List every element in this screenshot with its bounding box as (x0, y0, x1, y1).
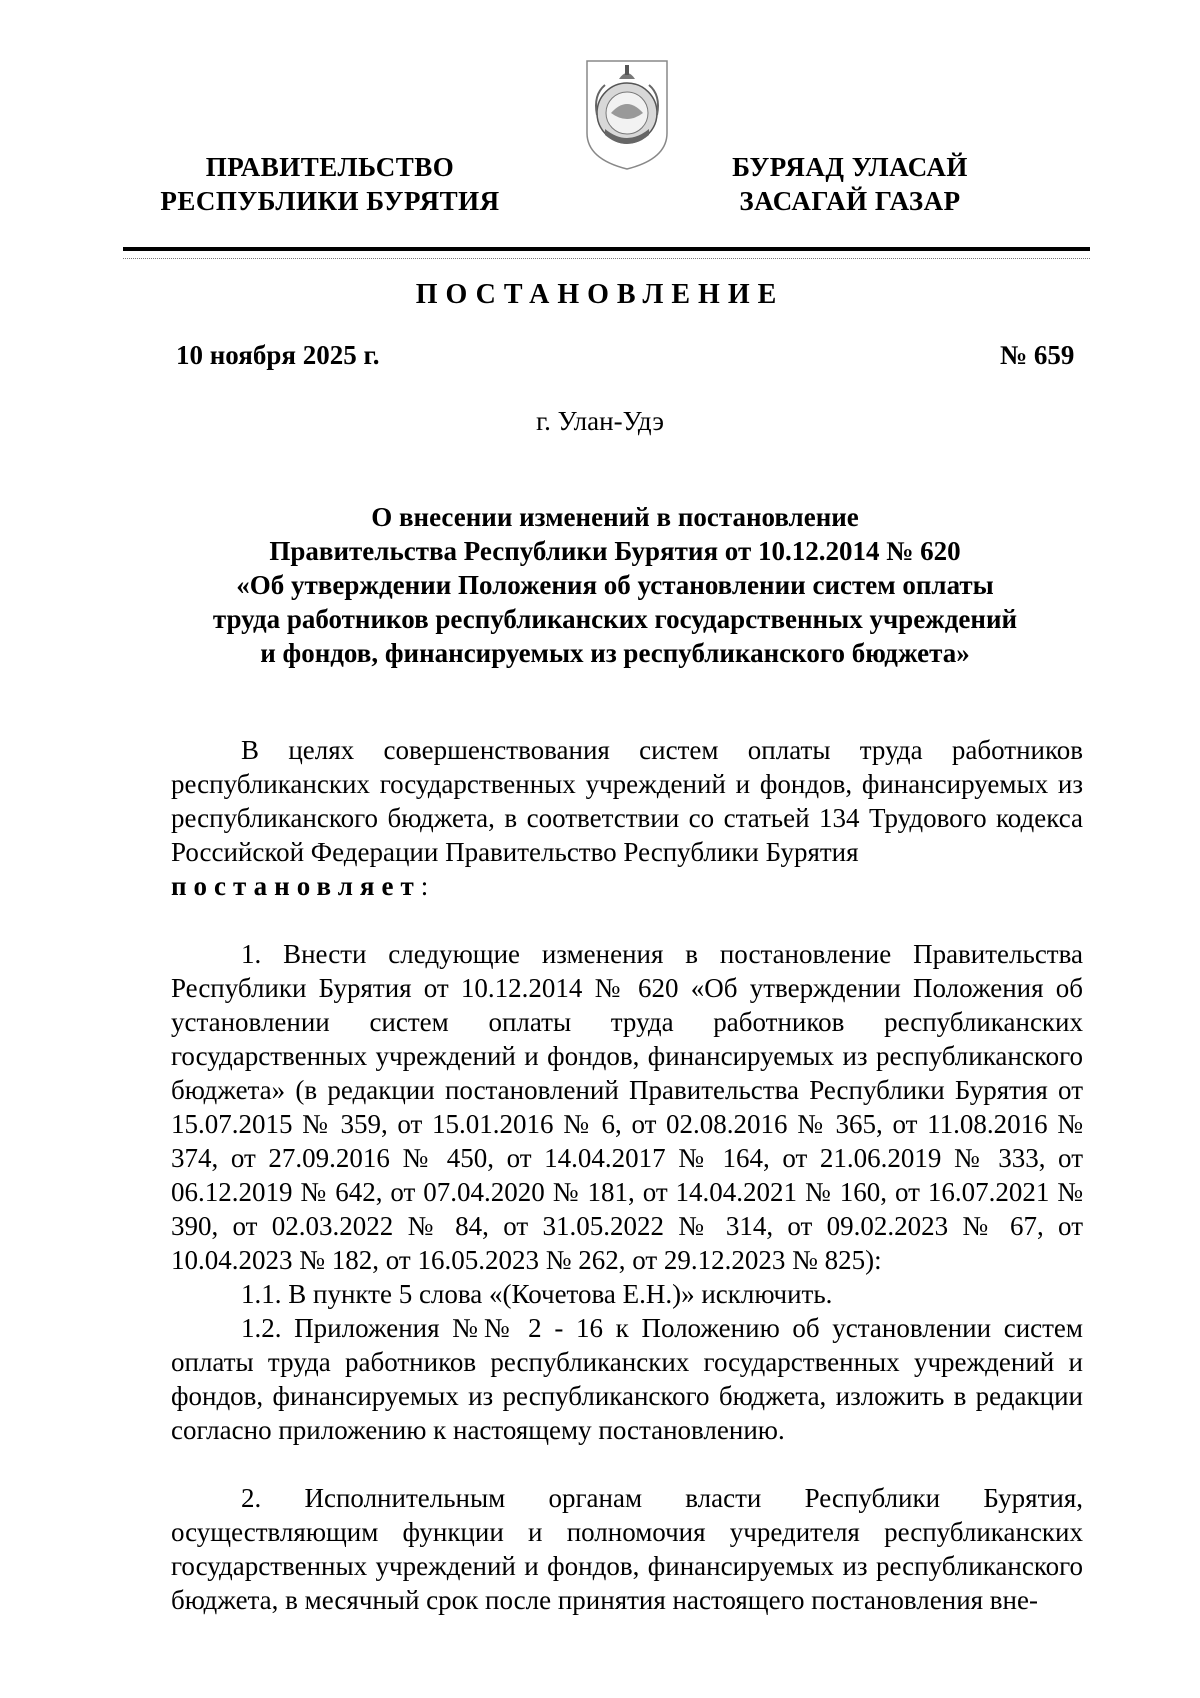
government-name-ru-line1: ПРАВИТЕЛЬСТВО (205, 152, 455, 182)
document-subject (150, 500, 1080, 670)
paragraph-1-2: 1.2. Приложения №№ 2 - 16 к Положению об установлении систем оплаты труда работников республиканских государственных учреждений и фондов, финансируемых из республиканского бюджета, изложить в редакции согласно приложению к настоящему постановлению. (171, 1313, 1083, 1445)
government-name-bua (700, 150, 1000, 218)
header-divider-dotted (123, 258, 1090, 259)
decree-suffix: : (420, 871, 429, 901)
coat-of-arms-icon (583, 55, 671, 173)
header-divider (123, 247, 1090, 251)
paragraph-1-1: 1.1. В пункте 5 слова «(Кочетова Е.Н.)» исключить. (241, 1279, 833, 1309)
subject-line: О внесении изменений в постановление (371, 502, 859, 532)
government-name-bua-line2: ЗАСАГАЙ ГАЗАР (739, 186, 961, 216)
document-body (171, 733, 1083, 1617)
preamble-text: В целях совершенствования систем оплаты труда работников республиканских государственных учреждений и фондов, финансируемых из республиканского бюджета, в соответствии со статьей 134 Трудового кодекса Российской Федерации Правительство Республики Бурятия (171, 735, 1083, 867)
paragraph-2: 2. Исполнительным органам власти Республики Бурятия, осуществляющим функции и полномочия учредителя республиканских государственных учреждений и фондов, финансируемых из республиканского бюджета, в месячный срок после принятия настоящего постановления вне- (171, 1483, 1083, 1615)
government-name-ru-line2: РЕСПУБЛИКИ БУРЯТИЯ (160, 186, 500, 216)
document-date: 10 ноября 2025 г. (176, 340, 380, 370)
subject-line: «Об утверждении Положения об установлении систем оплаты (236, 570, 994, 600)
subject-line: труда работников республиканских государственных учреждений (212, 604, 1018, 634)
government-name-ru (160, 150, 500, 218)
paragraph-1: 1. Внести следующие изменения в постановление Правительства Республики Бурятия от 10.12.2014 № 620 «Об утверждении Положения об установлении систем оплаты труда работников республиканских государственных учреждений и фондов, финансируемых из республиканского бюджета» (в редакции постановлений Правительства Республики Бурятия от 15.07.2015 № 359, от 15.01.2016 № 6, от 02.08.2016 № 365, от 11.08.2016 № 374, от 27.09.2016 № 450, от 14.04.2017 № 164, от 21.06.2019 № 333, от 06.12.2019 № 642, от 07.04.2020 № 181, от 14.04.2021 № 160, от 16.07.2021 № 390, от 02.03.2022 № 84, от 31.05.2022 № 314, от 09.02.2023 № 67, от 10.04.2023 № 182, от 16.05.2023 № 262, от 29.12.2023 № 825): (171, 939, 1083, 1275)
government-name-bua-line1: БУРЯАД УЛАСАЙ (732, 152, 968, 182)
decree-word: постановляет (171, 871, 421, 901)
document-city: г. Улан-Удэ (536, 406, 664, 436)
subject-line: Правительства Республики Бурятия от 10.12.2014 № 620 (269, 536, 961, 566)
document-number: № 659 (1000, 340, 1075, 370)
preamble-paragraph (171, 733, 1083, 903)
subject-line: и фондов, финансируемых из республиканского бюджета» (260, 638, 970, 668)
document-type: ПОСТАНОВЛЕНИЕ (415, 279, 785, 310)
